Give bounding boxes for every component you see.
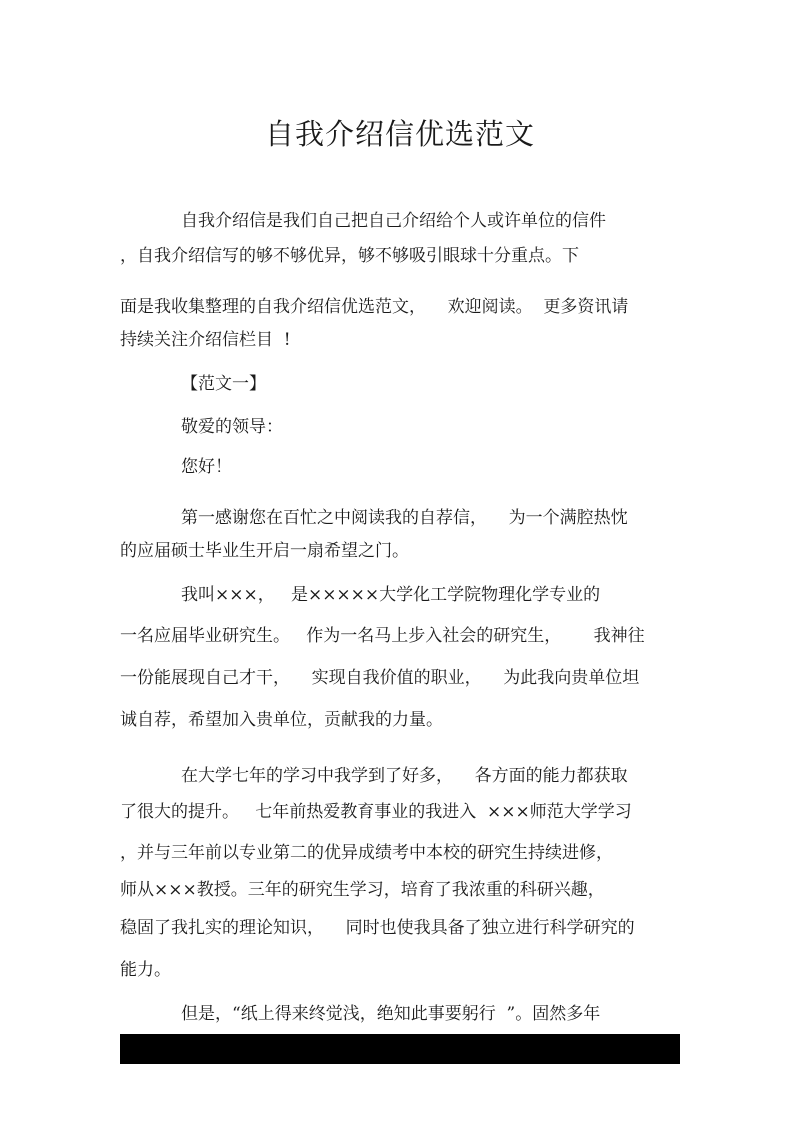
body-line: 的应届硕士毕业生开启一扇希望之门。: [120, 541, 409, 561]
body-line: 稳固了我扎实的理论知识， 同时也使我具备了独立进行科学研究的: [120, 918, 635, 938]
body-line: 一名应届毕业研究生。 作为一名马上步入社会的研究生， 我神往: [120, 626, 645, 646]
body-line: 能力。: [120, 960, 171, 980]
body-line: ，并与三年前以专业第二的优异成绩考中本校的研究生持续进修，: [120, 843, 613, 863]
salutation: 敬爱的领导：: [181, 417, 283, 437]
body-line: 了很大的提升。 七年前热爱教育事业的我进入 ×××师范大学学习: [120, 802, 632, 822]
body-line: 诚自荐，希望加入贵单位，贡献我的力量。: [120, 710, 443, 730]
body-line: 一份能展现自己才干， 实现自我价值的职业， 为此我向贵单位坦: [120, 668, 640, 688]
body-line: 自我介绍信是我们自己把自己介绍给个人或许单位的信件: [181, 211, 606, 231]
greeting: 您好！: [181, 457, 232, 477]
body-line: 持续关注介绍信栏目 !: [120, 330, 291, 350]
page-title: 自我介绍信优选范文: [264, 117, 535, 151]
body-line: 但是，“纸上得来终觉浅，绝知此事要躬行 ”。固然多年: [181, 1004, 601, 1024]
body-line: 我叫×××， 是×××××大学化工学院物理化学专业的: [181, 585, 601, 605]
section-heading: 【范文一】: [181, 374, 266, 394]
body-line: 面是我收集整理的自我介绍信优选范文， 欢迎阅读。 更多资讯请: [120, 297, 629, 317]
body-line: 在大学七年的学习中我学到了好多， 各方面的能力都获取: [181, 766, 628, 786]
body-line: 第一感谢您在百忙之中阅读我的自荐信， 为一个满腔热忱: [181, 508, 628, 528]
redaction-bar: [120, 1034, 680, 1064]
body-line: ，自我介绍信写的够不够优异，够不够吸引眼球十分重点。下: [120, 246, 579, 266]
body-line: 师从×××教授。三年的研究生学习，培育了我浓重的科研兴趣，: [120, 880, 605, 900]
